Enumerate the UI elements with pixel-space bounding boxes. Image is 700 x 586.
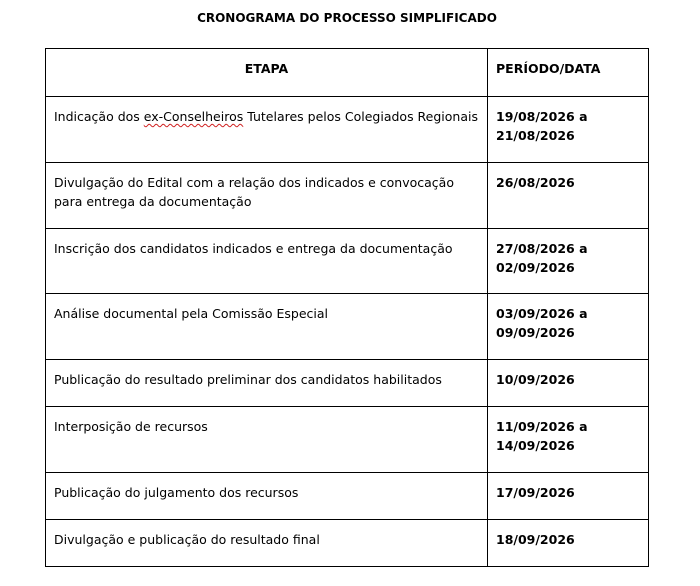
periodo-line: 17/09/2026 [496, 485, 575, 500]
etapa-text: Tutelares pelos Colegiados Regionais [243, 109, 478, 124]
periodo-cell [488, 294, 649, 360]
periodo-line: 02/09/2026 [496, 260, 575, 275]
table-row [46, 360, 649, 407]
document-title: CRONOGRAMA DO PROCESSO SIMPLIFICADO [197, 11, 497, 25]
periodo-line: 03/09/2026 a [496, 306, 588, 321]
table-row [46, 163, 649, 229]
header-etapa: ETAPA [46, 49, 488, 97]
periodo-cell [488, 360, 649, 407]
etapa-text: Indicação dos [54, 109, 144, 124]
etapa-cell: Inscrição dos candidatos indicados e entrega da documentação [46, 229, 488, 294]
table-row [46, 294, 649, 360]
etapa-cell: Publicação do resultado preliminar dos candidatos habilitados [46, 360, 488, 407]
periodo-cell [488, 407, 649, 473]
header-periodo: PERÍODO/DATA [488, 49, 649, 97]
etapa-cell: Publicação do julgamento dos recursos [46, 473, 488, 520]
table-row [46, 473, 649, 520]
periodo-line: 11/09/2026 a [496, 419, 588, 434]
table-row [46, 229, 649, 294]
periodo-line: 26/08/2026 [496, 175, 575, 190]
periodo-line: 27/08/2026 a [496, 241, 588, 256]
periodo-line: 19/08/2026 a [496, 109, 588, 124]
schedule-table [45, 48, 649, 567]
periodo-line: 21/08/2026 [496, 128, 575, 143]
periodo-cell [488, 229, 649, 294]
periodo-cell [488, 520, 649, 567]
periodo-cell [488, 473, 649, 520]
table-row [46, 97, 649, 163]
periodo-cell [488, 97, 649, 163]
table-header-row [46, 49, 649, 97]
table-row [46, 407, 649, 473]
etapa-cell: Análise documental pela Comissão Especial [46, 294, 488, 360]
periodo-line: 14/09/2026 [496, 438, 575, 453]
spellcheck-flagged-word[interactable]: ex-Conselheiros [143, 109, 244, 124]
periodo-cell [488, 163, 649, 229]
periodo-line: 09/09/2026 [496, 325, 575, 340]
periodo-line: 18/09/2026 [496, 532, 575, 547]
periodo-line: 10/09/2026 [496, 372, 575, 387]
etapa-cell: Divulgação e publicação do resultado final [46, 520, 488, 567]
etapa-cell [46, 97, 488, 163]
etapa-cell: Divulgação do Edital com a relação dos indicados e convocação para entrega da documentação [46, 163, 488, 229]
table-row [46, 520, 649, 567]
etapa-cell: Interposição de recursos [46, 407, 488, 473]
